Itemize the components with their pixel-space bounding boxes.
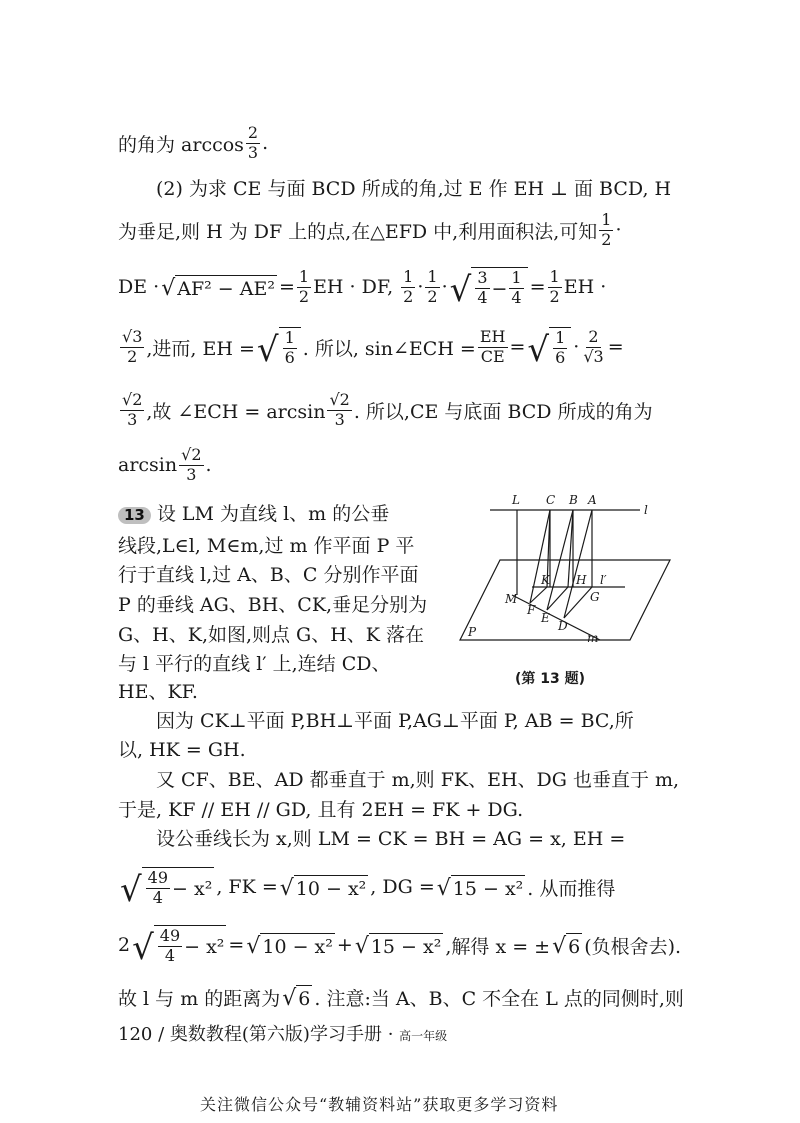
text-line-3: 为垂足,则 H 为 DF 上的点,在△EFD 中,利用面积法,可知 $\frac{1}{2}$ · [118, 209, 622, 249]
problem-13-line-6: 与 l 平行的直线 l′ 上,连结 CD、 [118, 653, 391, 675]
label-B: B [569, 493, 578, 507]
text-line-17: 于是, KF // EH // GD, 且有 2EH = FK + DG. [118, 799, 524, 821]
watermark-text: 关注微信公众号“教辅资料站”获取更多学习资料 [200, 1095, 559, 1114]
label-L: L [512, 493, 520, 507]
text-line-20: 2 √ $\frac{49}{4}$ − x² = √ 10 − x² + √ 15 − x² ,解得 x = ± √ 6 (负根舍去). [118, 926, 682, 968]
text-line-15: 以, HK = GH. [118, 739, 246, 761]
grade-level: 高一年级 [399, 1029, 448, 1043]
page-number: 120 [118, 1024, 153, 1045]
problem-13-line-1: 13 设 LM 为直线 l、m 的公垂 [118, 505, 389, 524]
page-footer: 120 / 奥数教程(第六版)学习手册 · 高一年级 [118, 1024, 448, 1045]
problem-13-line-5: G、H、K,如图,则点 G、H、K 落在 [118, 624, 425, 646]
text-line-2: (2) 为求 CE 与面 BCD 所成的角,过 E 作 EH ⊥ 面 BCD, H [156, 178, 672, 200]
problem-13-line-3: 行于直线 l,过 A、B、C 分别作平面 [118, 564, 419, 586]
text-line-7: arcsin $\frac{√2}{3}$ . [118, 444, 212, 484]
label-M: M [505, 592, 518, 606]
text-line-6: $\frac{√2}{3}$ ,故 ∠ECH = arcsin $\frac{√2}{3}$ . 所以,CE 与底面 BCD 所成的角为 [122, 389, 653, 429]
sqrt-three-quarters-minus-quarter: √ $\frac{3}{4}$ − $\frac{1}{4}$ [450, 267, 528, 307]
text-line-18: 设公垂线长为 x,则 LM = CK = BH = AG = x, EH = [156, 828, 626, 850]
label-K: K [541, 573, 550, 587]
fraction-half: $\frac{1}{2}$ [601, 209, 612, 249]
label-F: F [527, 603, 536, 617]
problem-13-line-7: HE、KF. [118, 681, 198, 703]
text-line-21: 故 l 与 m 的距离为 √ 6 . 注意:当 A、B、C 不全在 L 点的同侧时,则 [118, 985, 684, 1011]
problem-13-line-4: P 的垂线 AG、BH、CK,垂足分别为 [118, 594, 428, 616]
label-G: G [590, 590, 600, 604]
text-line-16: 又 CF、BE、AD 都垂直于 m,则 FK、EH、DG 也垂直于 m, [156, 769, 680, 791]
label-m: m [587, 631, 599, 645]
text-line-1: 的角为 arccos $\frac{2}{3}$ . [118, 122, 269, 162]
label-D: D [558, 619, 568, 633]
problem-13-line-2: 线段,L∈l, M∈m,过 m 作平面 P 平 [118, 535, 415, 557]
sqrt-af-ae: √ AF² − AE² [161, 275, 275, 301]
label-C: C [546, 493, 556, 507]
line1-text: 的角为 arccos [118, 133, 244, 156]
text-line-5: $\frac{√3}{2}$ ,进而, EH = √ $\frac{1}{6}$ . 所以, sin∠ECH = $\frac{EH}{CE}$ = √ $\frac{1}{6}$ · $\frac{2}{√3}$ = [122, 326, 624, 370]
geometry-figure [450, 490, 680, 690]
label-l-prime: l′ [600, 573, 607, 587]
label-H: H [576, 573, 587, 587]
label-E: E [541, 611, 550, 625]
label-A: A [588, 493, 597, 507]
label-P: P [468, 625, 477, 639]
figure-caption: (第 13 题) [515, 671, 586, 687]
fraction-two-thirds: $\frac{2}{3}$ [247, 122, 259, 162]
label-l: l [644, 503, 648, 517]
text-line-14: 因为 CK⊥平面 P,BH⊥平面 P,AG⊥平面 P, AB = BC,所 [156, 710, 634, 732]
book-title: 奥数教程(第六版)学习手册 [169, 1024, 382, 1045]
text-line-4: DE · √ AF² − AE² = $\frac{1}{2}$ EH · DF, $\frac{1}{2}$ · $\frac{1}{2}$ · √ $\frac{3}{4}$ − $\frac{1}{4}$ = $\frac{1}{2}$ EH · [118, 266, 607, 310]
problem-number-badge: 13 [118, 507, 151, 524]
text-line-19: √ $\frac{49}{4}$ − x² , FK = √ 10 − x² , DG = √ 15 − x² . 从而推得 [120, 868, 616, 910]
